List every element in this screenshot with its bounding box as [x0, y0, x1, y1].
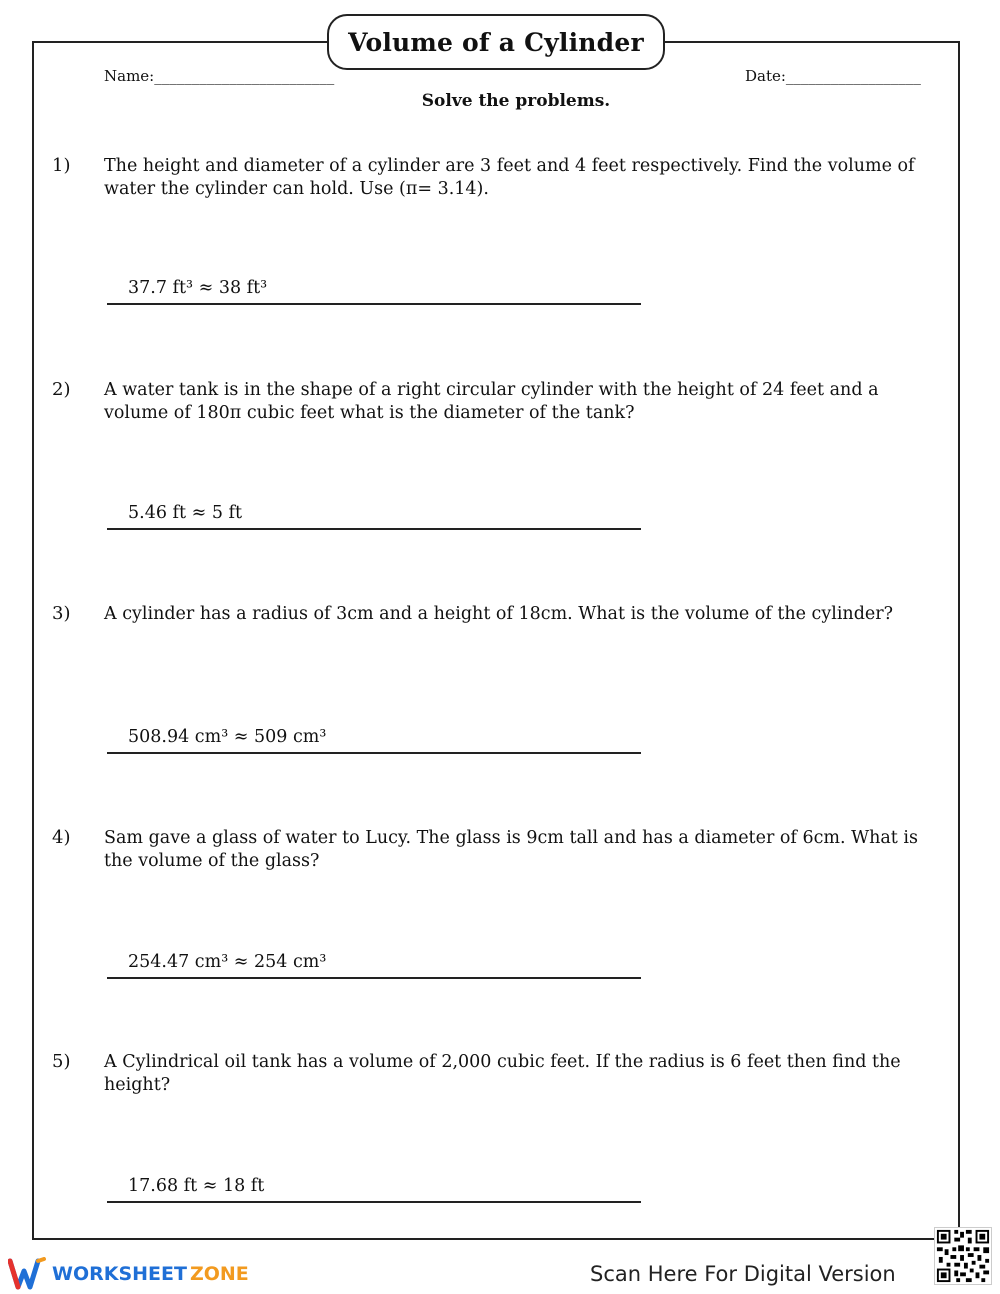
date-field: Date:__________________: [745, 67, 921, 85]
problem-number: 2): [52, 379, 71, 400]
worksheetzone-logo-icon: [8, 1257, 46, 1291]
worksheetzone-logo[interactable]: [8, 1257, 249, 1291]
problem-question: A water tank is in the shape of a right circular cylinder with the height of 24 feet and a volume of 180π cubic feet what is the diameter of the tank?: [104, 380, 879, 423]
problem-number: 4): [52, 827, 71, 848]
qr-code-icon[interactable]: [934, 1227, 992, 1285]
answer-line: [107, 1173, 641, 1203]
problem-question: Sam gave a glass of water to Lucy. The glass is 9cm tall and has a diameter of 6cm. What is the volume of the glass?: [104, 828, 918, 871]
answer-text: 17.68 ft ≈ 18 ft: [128, 1176, 265, 1196]
scan-caption: Scan Here For Digital Version: [590, 1262, 896, 1286]
worksheet-title: [327, 14, 665, 70]
problem-number: 3): [52, 603, 71, 624]
problem-question: A cylinder has a radius of 3cm and a height of 18cm. What is the volume of the cylinder?: [104, 604, 893, 624]
logo-text-zone: ZONE: [189, 1263, 249, 1285]
problem-question: A Cylindrical oil tank has a volume of 2,000 cubic feet. If the radius is 6 feet then find the height?: [104, 1052, 901, 1095]
answer-text: 37.7 ft³ ≈ 38 ft³: [128, 278, 268, 298]
problem-number: 1): [52, 155, 71, 176]
logo-text-worksheet: WORKSHEET: [52, 1263, 187, 1285]
answer-text: 254.47 cm³ ≈ 254 cm³: [128, 952, 327, 972]
name-field: Name:________________________: [104, 67, 335, 85]
answer-text: 508.94 cm³ ≈ 509 cm³: [128, 727, 327, 747]
answer-text: 5.46 ft ≈ 5 ft: [128, 503, 243, 523]
answer-line: [107, 500, 641, 530]
answer-line: [107, 724, 641, 754]
worksheet-title-text: Volume of a Cylinder: [348, 27, 644, 57]
instructions: Solve the problems.: [421, 91, 611, 111]
problem-question: The height and diameter of a cylinder are 3 feet and 4 feet respectively. Find the volume of water the cylinder can hold. Use (π= 3.14).: [104, 156, 915, 199]
answer-line: [107, 275, 641, 305]
answer-line: [107, 949, 641, 979]
problem-number: 5): [52, 1051, 71, 1072]
